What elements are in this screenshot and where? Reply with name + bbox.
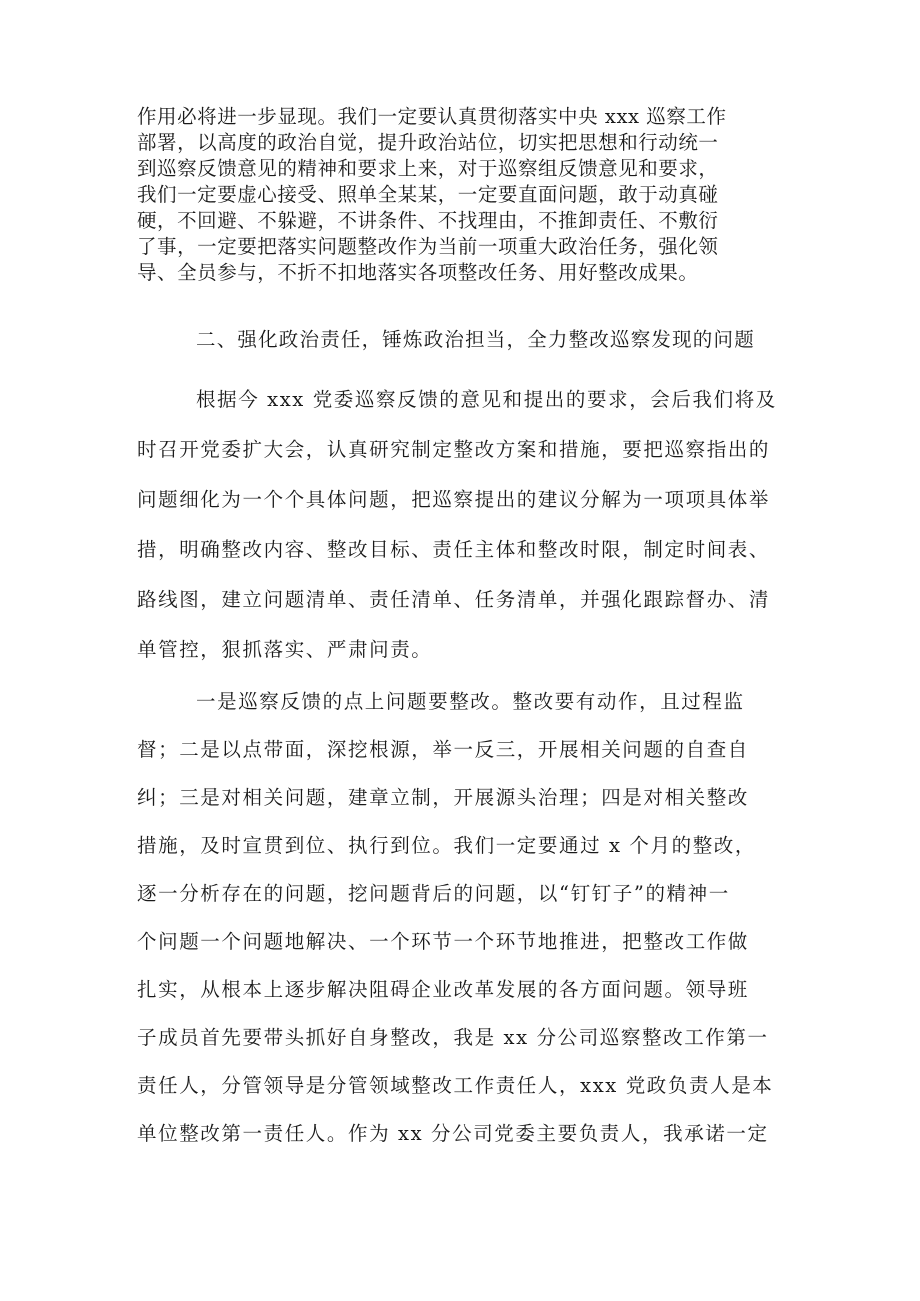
paragraph-line: 责任人，分管领导是分管领域整改工作责任人，xxx 党政负责人是本 <box>137 1074 774 1097</box>
paragraph-line: 纠；三是对相关问题，建章立制，开展源头治理；四是对相关整改 <box>137 786 749 809</box>
paragraph-line: 一是巡察反馈的点上问题要整改。整改要有动作，且过程监 <box>196 690 745 713</box>
paragraph-line: 了事，一定要把落实问题整改作为当前一项重大政治任务，强化领 <box>137 235 719 258</box>
paragraph-line: 到巡察反馈意见的精神和要求上来，对于巡察组反馈意见和要求， <box>137 157 719 180</box>
paragraph-line: 逐一分析存在的问题，挖问题背后的问题，以“钉钉子”的精神一 <box>137 882 730 905</box>
paragraph-line: 措，明确整改内容、整改目标、责任主体和整改时限，制定时间表、 <box>137 538 771 561</box>
paragraph-line: 导、全员参与，不折不扣地落实各项整改任务、用好整改成果。 <box>137 261 699 284</box>
section-heading: 二、强化政治责任，锤炼政治担当，全力整改巡察发现的问题 <box>196 328 755 351</box>
paragraph-line: 单位整改第一责任人。作为 xx 分公司党委主要负责人，我承诺一定 <box>137 1122 769 1145</box>
paragraph-line: 子成员首先要带头抓好自身整改，我是 xx 分公司巡察整改工作第一 <box>137 1026 769 1049</box>
paragraph-line: 督；二是以点带面，深挖根源，举一反三，开展相关问题的自查自 <box>137 738 749 761</box>
paragraph-line: 时召开党委扩大会，认真研究制定整改方案和措施，要把巡察指出的 <box>137 438 771 461</box>
paragraph-line: 措施，及时宣贯到位、执行到位。我们一定要通过 x 个月的整改， <box>137 834 756 857</box>
paragraph-line: 个问题一个问题地解决、一个环节一个环节地推进，把整改工作做 <box>137 930 749 953</box>
paragraph-line: 作用必将进一步显现。我们一定要认真贯彻落实中央 xxx 巡察工作 <box>137 105 727 128</box>
paragraph-line: 路线图，建立问题清单、责任清单、任务清单，并强化跟踪督办、清 <box>137 588 771 611</box>
paragraph-line: 问题细化为一个个具体问题，把巡察提出的建议分解为一项项具体举 <box>137 488 771 511</box>
paragraph-line: 单管控，狠抓落实、严肃问责。 <box>137 638 433 661</box>
paragraph-line: 根据今 xxx 党委巡察反馈的意见和提出的要求，会后我们将及 <box>196 388 777 411</box>
paragraph-line: 我们一定要虚心接受、照单全某某，一定要直面问题，敢于动真碰 <box>137 183 719 206</box>
paragraph-line: 部署，以高度的政治自觉，提升政治站位，切实把思想和行动统一 <box>137 131 719 154</box>
paragraph-line: 硬，不回避、不躲避，不讲条件、不找理由，不推卸责任、不敷衍 <box>137 209 719 232</box>
paragraph-line: 扎实，从根本上逐步解决阻碍企业改革发展的各方面问题。领导班 <box>137 978 749 1001</box>
